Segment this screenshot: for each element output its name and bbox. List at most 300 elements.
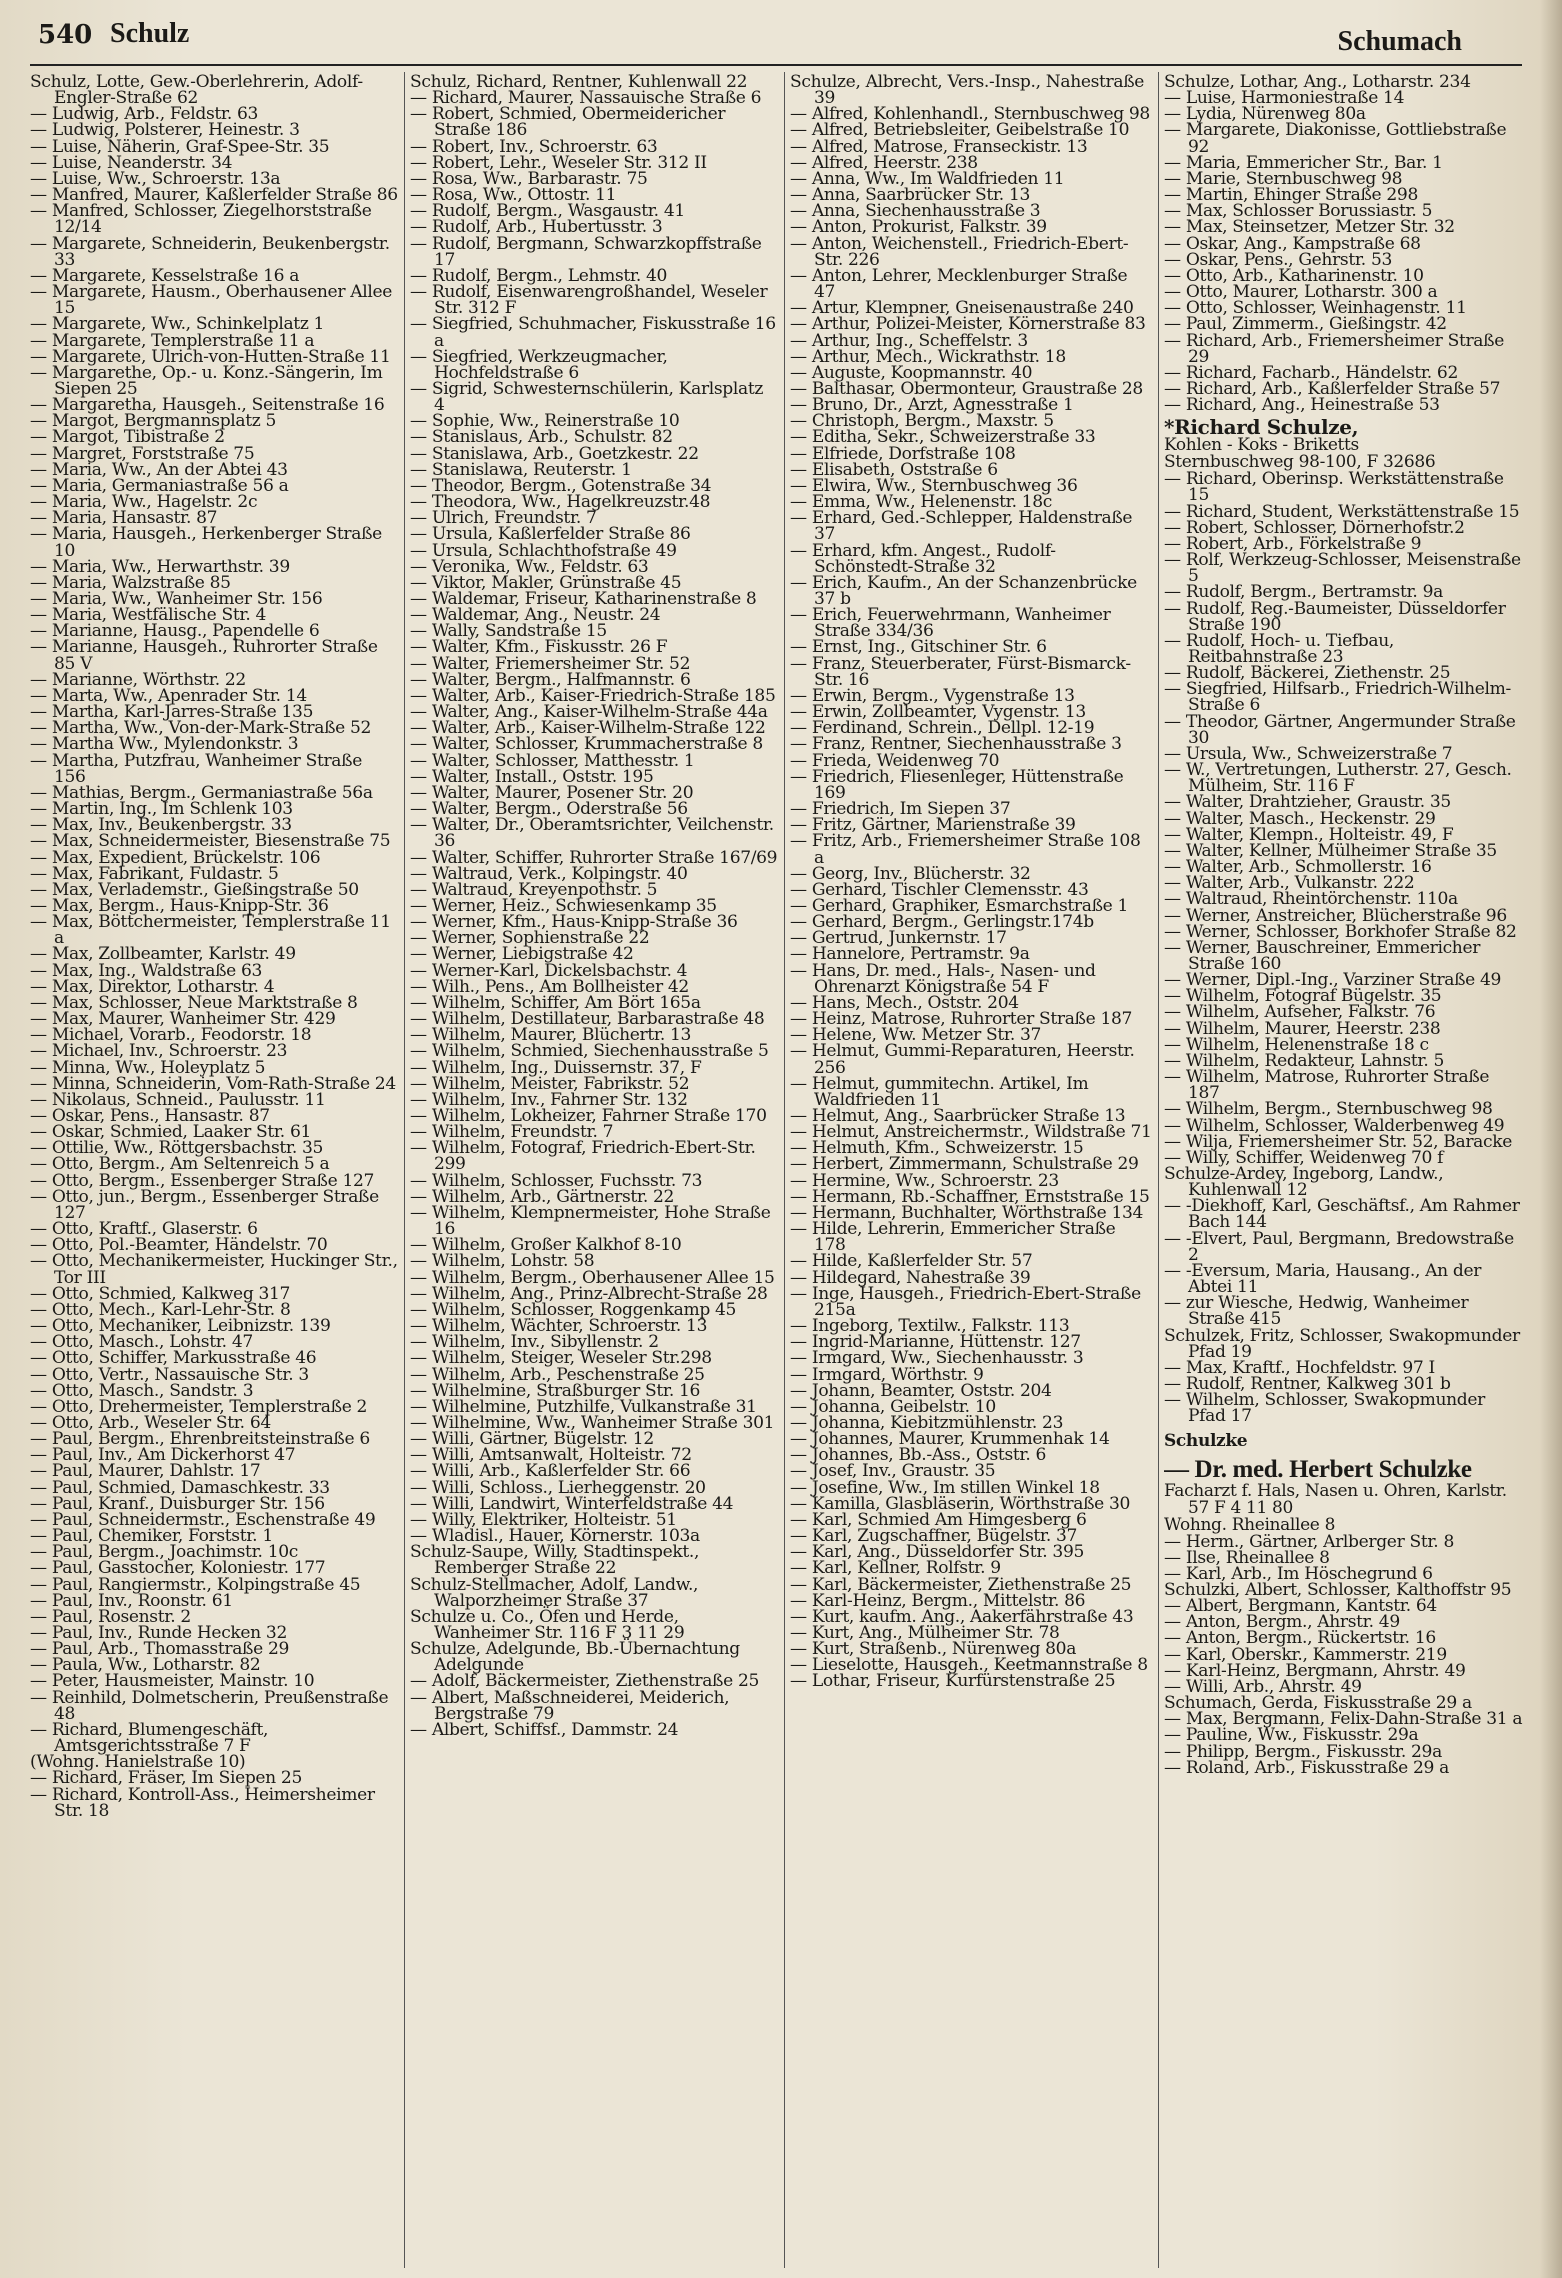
directory-entry: — Maria, Ww., An der Abtei 43	[30, 459, 288, 480]
directory-entry: — Franz, Rentner, Siechenhausstraße 3	[790, 734, 1122, 755]
directory-entry: — Max, Steinsetzer, Metzer Str. 32	[1164, 217, 1455, 238]
directory-entry: — Wally, Sandstraße 15	[410, 621, 607, 642]
directory-entry: — Erwin, Zollbeamter, Vygenstr. 13	[790, 702, 1086, 723]
directory-entry: — Albert, Schiffsf., Dammstr. 24	[410, 1719, 679, 1740]
directory-entry: — Siegfried, Werkzeugmacher, Hochfeldstraße 6	[410, 346, 668, 383]
directory-entry: — Willi, Arb., Ahrstr. 49	[1164, 1676, 1362, 1697]
directory-entry: — Helmuth, Kfm., Schweizerstr. 15	[790, 1138, 1084, 1159]
directory-entry: — Ottilie, Ww., Röttgersbachstr. 35	[30, 1138, 324, 1159]
directory-entry: — Luise, Harmoniestraße 14	[1164, 88, 1405, 109]
directory-entry: — Ursula, Ww., Schweizerstraße 7	[1164, 743, 1453, 764]
directory-entry: — Theodor, Bergm., Gotenstraße 34	[410, 475, 712, 496]
directory-entry: — Martin, Ing., Im Schlenk 103	[30, 799, 293, 820]
directory-entry: — Otto, Arb., Katharinenstr. 10	[1164, 265, 1424, 286]
directory-entry: — Anton, Weichenstell., Friedrich-Ebert-Str. 226	[790, 233, 1129, 270]
directory-entry: — Wilhelm, Arb., Peschenstraße 25	[410, 1364, 705, 1385]
directory-entry: — Arthur, Mech., Wickrathstr. 18	[790, 346, 1066, 367]
directory-entry: — Wilhelm, Destillateur, Barbarastraße 48	[410, 1009, 765, 1030]
directory-entry: — Kurt, Ang., Mülheimer Str. 78	[790, 1623, 1060, 1643]
directory-entry: — Karl-Heinz, Bergmann, Ahrstr. 49	[1164, 1660, 1466, 1681]
directory-entry: — -Diekhoff, Karl, Geschäftsf., Am Rahmer Bach 144	[1164, 1196, 1520, 1233]
directory-entry: — Wilhelm, Matrose, Ruhrorter Straße 187	[1164, 1067, 1490, 1104]
directory-entry: — Otto, Schlosser, Weinhagenstr. 11	[1164, 298, 1467, 319]
directory-entry: — Max, Fabrikant, Fuldastr. 5	[30, 863, 279, 884]
directory-entry: — Kurt, Straßenb., Nürenweg 80a	[790, 1639, 1077, 1660]
directory-entry: — Karl, Schmied Am Himgesberg 6	[790, 1509, 1087, 1530]
directory-entry: — Waldemar, Friseur, Katharinenstraße 8	[410, 589, 757, 609]
directory-entry: — Margarete, Hausm., Oberhausener Allee 15	[30, 282, 392, 319]
directory-entry: — Alfred, Heerstr. 238	[790, 152, 978, 173]
directory-entry: — Helmut, gummitechn. Artikel, Im Waldfrieden 11	[790, 1073, 1089, 1110]
directory-entry: — Hans, Mech., Oststr. 204	[790, 992, 1019, 1013]
directory-entry: — Otto, Kraftf., Glaserstr. 6	[30, 1219, 258, 1240]
directory-entry: — Max, Schlosser Borussiastr. 5	[1164, 201, 1433, 222]
directory-entry: — Ludwig, Polsterer, Heinestr. 3	[30, 120, 300, 141]
directory-entry: — Rudolf, Bäckerei, Ziethenstr. 25	[1164, 663, 1451, 684]
directory-entry: — Artur, Klempner, Gneisenaustraße 240	[790, 298, 1134, 319]
directory-entry: — Wilhelm, Schlosser, Walderbenweg 49	[1164, 1115, 1505, 1136]
directory-entry: — Willi, Gärtner, Bügelstr. 12	[410, 1429, 654, 1450]
directory-entry: — Gertrud, Junkernstr. 17	[790, 928, 1007, 949]
directory-entry: — Willi, Landwirt, Winterfeldstraße 44	[410, 1493, 734, 1514]
directory-entry: — Richard, Maurer, Nassauische Straße 6	[410, 88, 762, 109]
directory-entry: — Paul, Schneidermstr., Eschenstraße 49	[30, 1509, 376, 1530]
directory-entry: — Paul, Inv., Am Dickerhorst 47	[30, 1445, 296, 1466]
directory-entry: — Stanislawa, Reuterstr. 1	[410, 459, 632, 480]
directory-entry: — Wilhelm, Klempnermeister, Hohe Straße 16	[410, 1202, 771, 1240]
directory-entry: — Max, Schneidermeister, Biesenstraße 75	[30, 831, 391, 852]
directory-entry: — Otto, Maurer, Lotharstr. 300 a	[1164, 282, 1438, 303]
directory-entry: — Emma, Ww., Helenenstr. 18c	[790, 492, 1053, 513]
directory-entry: — Wilhelmine, Ww., Wanheimer Straße 301	[410, 1412, 775, 1433]
directory-entry: — Elfriede, Dorfstraße 108	[790, 443, 1016, 464]
directory-entry: — Werner, Schlosser, Borkhofer Straße 82	[1164, 921, 1517, 942]
directory-entry: — Ferdinand, Schrein., Dellpl. 12-19	[790, 718, 1095, 739]
directory-entry: — Marianne, Hausgeh., Ruhrorter Straße 85 V	[30, 637, 378, 674]
directory-entry: — Willy, Schiffer, Weidenweg 70 f	[1164, 1147, 1444, 1168]
directory-entry: — Martha, Putzfrau, Wanheimer Straße 156	[30, 750, 362, 787]
directory-entry: — Margot, Bergmannsplatz 5	[30, 411, 277, 432]
directory-entry: — Richard, Kontroll-Ass., Heimersheimer Str. 18	[30, 1784, 375, 1821]
directory-entry: — Lydia, Nürenweg 80a	[1164, 104, 1366, 125]
directory-entry: — Kamilla, Glasbläserin, Wörthstraße 30	[790, 1493, 1131, 1514]
directory-entry: — Roland, Arb., Fiskusstraße 29 a	[1164, 1757, 1449, 1778]
directory-entry: — Walter, Schlosser, Krummacherstraße 8	[410, 734, 763, 755]
directory-entry: — Otto, Vertr., Nassauische Str. 3	[30, 1364, 309, 1385]
directory-entry: — Margarethe, Op.- u. Konz.-Sängerin, Im Siepen 25	[30, 362, 383, 399]
directory-entry: — Hildegard, Nahestraße 39	[790, 1267, 1031, 1288]
directory-entry: — Otto, jun., Bergm., Essenberger Straße 127	[30, 1186, 379, 1223]
directory-entry: — Anna, Saarbrücker Str. 13	[790, 185, 1031, 206]
directory-entry: — Hannelore, Pertramstr. 9a	[790, 944, 1030, 965]
directory-entry: — Hans, Dr. med., Hals-, Nasen- und Ohrenarzt Königstraße 54 F	[790, 960, 1096, 997]
directory-entry: — Otto, Masch., Lohstr. 47	[30, 1332, 253, 1353]
directory-entry: — Luise, Ww., Schroerstr. 13a	[30, 168, 281, 189]
directory-entry: — Otto, Schmied, Kalkweg 317	[30, 1283, 291, 1304]
directory-entry: — Ursula, Schlachthofstraße 49	[410, 540, 677, 561]
directory-entry: — Alfred, Betriebsleiter, Geibelstraße 10	[790, 120, 1130, 141]
directory-entry: — Margarete, Schneiderin, Beukenbergstr. 33	[30, 233, 390, 270]
directory-entry: — Wilhelm, Ing., Duissernstr. 37, F	[410, 1057, 702, 1078]
directory-entry: — Max, Bergm., Haus-Knipp-Str. 36	[30, 895, 329, 916]
directory-entry: — Paul, Inv., Roonstr. 61	[30, 1590, 233, 1611]
directory-entry: — Margot, Tibistraße 2	[30, 427, 225, 448]
directory-entry: Schulz-Stellmacher, Adolf, Landw., Walporzheimer Straße 37	[410, 1574, 699, 1611]
directory-entry: — Manfred, Schlosser, Ziegelhorststraße 12/14	[30, 201, 372, 238]
directory-entry: — Irmgard, Ww., Siechenhausstr. 3	[790, 1348, 1084, 1369]
directory-entry: — Maria, Ww., Herwarthstr. 39	[30, 556, 290, 577]
directory-entry: — Wilhelm, Maurer, Heerstr. 238	[1164, 1018, 1441, 1039]
directory-entry: — Karl, Ang., Düsseldorfer Str. 395	[790, 1542, 1085, 1563]
directory-advert-line: Kohlen - Koks - Briketts	[1164, 435, 1359, 456]
directory-entry: — Veronika, Ww., Feldstr. 63	[410, 556, 649, 577]
directory-entry: Schulz, Lotte, Gew.-Oberlehrerin, Adolf-Engler-Straße 62	[30, 74, 363, 109]
directory-entry: — Erich, Kaufm., An der Schanzenbrücke 37 b	[790, 572, 1137, 609]
directory-entry: — Inge, Hausgeh., Friedrich-Ebert-Straße 215a	[790, 1283, 1141, 1320]
directory-entry: — Waltraud, Kreyenpothstr. 5	[410, 879, 658, 900]
directory-entry: — Walter, Bergm., Oderstraße 56	[410, 799, 688, 820]
directory-entry: — Werner, Sophienstraße 22	[410, 928, 650, 949]
directory-entry: — Max, Kraftf., Hochfeldstr. 97 I	[1164, 1357, 1435, 1378]
directory-entry: — Walter, Kellner, Mülheimer Straße 35	[1164, 840, 1497, 861]
directory-advert-line: Facharzt f. Hals, Nasen u. Ohren, Karlstr. 57 F 4 11 80	[1164, 1480, 1507, 1518]
directory-entry: Schumach, Gerda, Fiskusstraße 29 a	[1164, 1693, 1472, 1714]
directory-entry: — Gerhard, Graphiker, Esmarchstraße 1	[790, 895, 1129, 916]
directory-entry: — Otto, Arb., Weseler Str. 64	[30, 1412, 271, 1433]
directory-entry: — Max, Expedient, Brückelstr. 106	[30, 847, 321, 868]
directory-entry: — Erich, Feuerwehrmann, Wanheimer Straße 334/36	[790, 605, 1111, 642]
directory-entry: — Ingeborg, Textilw., Falkstr. 113	[790, 1316, 1070, 1337]
directory-entry: — Max, Inv., Beukenbergstr. 33	[30, 815, 292, 836]
directory-entry: — Paul, Schmied, Damaschkestr. 33	[30, 1477, 330, 1498]
directory-entry: — Albert, Maßschneiderei, Meiderich, Bergstraße 79	[410, 1687, 730, 1724]
directory-entry: — Martha, Ww., Von-der-Mark-Straße 52	[30, 718, 372, 739]
directory-entry: — Paul, Bergm., Joachimstr. 10c	[30, 1542, 298, 1563]
directory-entry: — Frieda, Weidenweg 70	[790, 750, 1000, 771]
directory-entry: — Max, Zollbeamter, Karlstr. 49	[30, 944, 296, 965]
directory-entry: — Christoph, Bergm., Maxstr. 5	[790, 411, 1054, 432]
directory-entry: — Wilhelm, Lokheizer, Fahrner Straße 170	[410, 1106, 767, 1126]
directory-entry: Schulzki, Albert, Schlosser, Kalthoffstr 95	[1164, 1579, 1512, 1600]
directory-entry: — Paul, Gasstocher, Koloniestr. 177	[30, 1558, 326, 1579]
directory-entry: — Wilhelm, Schlosser, Fuchsstr. 73	[410, 1170, 703, 1191]
directory-entry: — Maria, Ww., Wanheimer Str. 156	[30, 589, 323, 609]
directory-entry: — Erhard, kfm. Angest., Rudolf-Schönstedt-Straße 32	[790, 540, 1056, 577]
directory-entry: — Marie, Sternbuschweg 98	[1164, 168, 1403, 189]
directory-entry: — Oskar, Pens., Hansastr. 87	[30, 1106, 270, 1126]
directory-entry: — Walter, Install., Oststr. 195	[410, 766, 654, 787]
directory-entry: — Walter, Arb., Vulkanstr. 222	[1164, 873, 1415, 894]
directory-entry: — Werner, Heiz., Schwiesenkamp 35	[410, 895, 717, 916]
directory-entry: — Maria, Westfälische Str. 4	[30, 605, 267, 626]
directory-entry: — Hilde, Lehrerin, Emmericher Straße 178	[790, 1219, 1116, 1256]
directory-entry: — Michael, Vorarb., Feodorstr. 18	[30, 1025, 312, 1046]
directory-entry: — Margarete, Templerstraße 11 a	[30, 330, 315, 351]
directory-entry: — Helmut, Gummi-Reparaturen, Heerstr. 256	[790, 1041, 1135, 1078]
directory-entry: — Oskar, Schmied, Laaker Str. 61	[30, 1122, 312, 1143]
directory-entry: — Maria, Hausgeh., Herkenberger Straße 10	[30, 524, 382, 561]
directory-entry: — Margaretha, Hausgeh., Seitenstraße 16	[30, 395, 385, 416]
directory-advert-line: — Dr. med. Herbert Schulzke	[1164, 1455, 1472, 1483]
directory-entry: — Martha, Karl-Jarres-Straße 135	[30, 702, 314, 723]
directory-entry: Schulze u. Co., Öfen und Herde, Wanheimer Str. 116 F 3 11 29	[410, 1606, 685, 1643]
directory-advert-line: *Richard Schulze,	[1164, 415, 1359, 440]
column-4	[1164, 74, 1524, 2269]
directory-entry: — Josefine, Ww., Im stillen Winkel 18	[790, 1477, 1100, 1498]
directory-entry: — Rudolf, Hoch- u. Tiefbau, Reitbahnstraße 23	[1164, 630, 1394, 667]
directory-entry: — Helmut, Anstreichermstr., Wildstraße 71	[790, 1122, 1152, 1143]
directory-entry: — Wilhelm, Wächter, Schroerstr. 13	[410, 1316, 708, 1337]
directory-entry: — Max, Maurer, Wanheimer Str. 429	[30, 1009, 336, 1030]
directory-entry: — Wilhelm, Arb., Gärtnerstr. 22	[410, 1186, 675, 1207]
directory-entry: — Walter, Dr., Oberamtsrichter, Veilchenstr. 36	[410, 815, 774, 852]
directory-entry: — Paul, Rosenstr. 2	[30, 1606, 191, 1627]
directory-entry: — Otto, Mechanikermeister, Huckinger Str., Tor III	[30, 1251, 398, 1288]
directory-entry: — Irmgard, Wörthstr. 9	[790, 1364, 984, 1385]
directory-entry: — Philipp, Bergm., Fiskusstr. 29a	[1164, 1741, 1442, 1762]
directory-entry: — Herm., Gärtner, Arlberger Str. 8	[1164, 1531, 1454, 1552]
directory-entry: — Otto, Bergm., Essenberger Straße 127	[30, 1170, 375, 1191]
directory-entry: — Walter, Drahtzieher, Graustr. 35	[1164, 792, 1451, 813]
directory-entry: — Ingrid-Marianne, Hüttenstr. 127	[790, 1332, 1081, 1353]
directory-entry: — Walter, Maurer, Posener Str. 20	[410, 782, 694, 803]
directory-entry: Schulze, Albrecht, Vers.-Insp., Nahestraße 39	[790, 74, 1145, 109]
directory-entry: — Helmut, Ang., Saarbrücker Straße 13	[790, 1106, 1126, 1126]
directory-entry: — Walter, Arb., Kaiser-Friedrich-Straße 185	[410, 685, 776, 706]
directory-entry: — Werner, Kfm., Haus-Knipp-Straße 36	[410, 912, 738, 933]
directory-entry: — Siegfried, Hilfsarb., Friedrich-Wilhelm-Straße 6	[1164, 679, 1511, 716]
column-divider	[784, 72, 785, 2268]
directory-entry: — Rudolf, Bergm., Bertramstr. 9a	[1164, 582, 1443, 603]
directory-entry: — Werner, Bauschreiner, Emmericher Straße 160	[1164, 937, 1481, 974]
directory-entry: — Friedrich, Im Siepen 37	[790, 799, 1011, 820]
directory-entry: — Wilh., Pens., Am Bollheister 42	[410, 976, 689, 997]
directory-entry: — Rudolf, Eisenwarengroßhandel, Weseler Str. 312 F	[410, 282, 768, 319]
directory-entry: — Max, Bergmann, Felix-Dahn-Straße 31 a	[1164, 1709, 1523, 1730]
directory-entry: — Paul, Maurer, Dahlstr. 17	[30, 1461, 261, 1482]
directory-entry: — Margarete, Diakonisse, Gottliebstraße 92	[1164, 120, 1507, 157]
directory-entry: — Michael, Inv., Schroerstr. 23	[30, 1041, 288, 1062]
directory-entry: — Kurt, kaufm. Ang., Aakerfährstraße 43	[790, 1606, 1134, 1627]
directory-entry: — Karl, Zugschaffner, Bügelstr. 37	[790, 1526, 1078, 1547]
directory-entry: — Oskar, Ang., Kampstraße 68	[1164, 233, 1421, 254]
page-number: 540	[38, 20, 93, 50]
directory-entry: — Richard, Blumengeschäft, Amtsgerichtsstraße 7 F	[30, 1719, 269, 1757]
directory-entry: — Richard, Facharb., Händelstr. 62	[1164, 362, 1458, 383]
directory-entry: — Helene, Ww. Metzer Str. 37	[790, 1025, 1042, 1046]
directory-entry: — Wilhelmine, Straßburger Str. 16	[410, 1380, 701, 1401]
directory-entry: — Arthur, Polizei-Meister, Körnerstraße 83	[790, 314, 1146, 335]
directory-entry: — Wilhelm, Maurer, Blüchertr. 13	[410, 1025, 692, 1046]
directory-entry: — Hermann, Rb.-Schaffner, Ernststraße 15	[790, 1186, 1150, 1207]
directory-entry: — Paul, Inv., Runde Hecken 32	[30, 1623, 287, 1643]
directory-entry: — Nikolaus, Schneid., Paulusstr. 11	[30, 1089, 326, 1110]
directory-entry: — Richard, Student, Werkstättenstraße 15	[1164, 501, 1520, 522]
directory-entry: — Wilhelm, Inv., Fahrner Str. 132	[410, 1089, 688, 1110]
directory-entry: — Walter, Schiffer, Ruhrorter Straße 167/69	[410, 847, 778, 868]
directory-entry: — Hermann, Buchhalter, Wörthstraße 134	[790, 1202, 1144, 1223]
directory-entry: — Auguste, Koopmannstr. 40	[790, 362, 1033, 383]
directory-entry: — Wilhelm, Aufseher, Falkstr. 76	[1164, 1002, 1436, 1023]
directory-entry: — Wilhelm, Inv., Sibyllenstr. 2	[410, 1332, 659, 1353]
directory-entry: — Karl, Oberskr., Kammerstr. 219	[1164, 1644, 1447, 1665]
directory-entry: — Paul, Kranf., Duisburger Str. 156	[30, 1493, 325, 1514]
directory-entry: — Paul, Bergm., Ehrenbreitsteinstraße 6	[30, 1429, 370, 1450]
directory-entry: — Wilhelm, Bergm., Sternbuschweg 98	[1164, 1099, 1493, 1120]
directory-entry: — Wilhelm, Schlosser, Roggenkamp 45	[410, 1299, 737, 1320]
directory-entry: — Rudolf, Arb., Hubertusstr. 3	[410, 217, 663, 238]
directory-entry: — Siegfried, Schuhmacher, Fiskusstraße 16 a	[410, 314, 776, 351]
directory-entry: — Ernst, Ing., Gitschiner Str. 6	[790, 637, 1047, 658]
directory-entry: — Karl, Kellner, Rolfstr. 9	[790, 1558, 1001, 1579]
header-right-name: Schumach	[1337, 26, 1462, 57]
directory-entry: — Rudolf, Bergm., Wasgaustr. 41	[410, 201, 685, 222]
directory-entry: — Pauline, Ww., Fiskusstr. 29a	[1164, 1725, 1419, 1746]
directory-entry: (Wohng. Hanielstraße 10)	[30, 1752, 246, 1773]
directory-entry: — Martin, Ehinger Straße 298	[1164, 185, 1418, 206]
directory-entry: — Fritz, Arb., Friemersheimer Straße 108 a	[790, 831, 1141, 868]
directory-entry: — Paul, Chemiker, Forststr. 1	[30, 1526, 273, 1547]
directory-entry: — Richard, Fräser, Im Siepen 25	[30, 1768, 302, 1789]
directory-entry: Schulze-Ardey, Ingeborg, Landw., Kuhlenwall 12	[1164, 1164, 1444, 1201]
directory-entry: — Ursula, Kaßlerfelder Straße 86	[410, 524, 691, 545]
directory-entry: — Maria, Emmericher Str., Bar. 1	[1164, 152, 1443, 173]
directory-entry: — Martha Ww., Mylendonkstr. 3	[30, 734, 299, 755]
directory-entry: — Otto, Schiffer, Markusstraße 46	[30, 1348, 317, 1369]
directory-entry: — Wilja, Friemersheimer Str. 52, Baracke	[1164, 1131, 1513, 1152]
directory-entry: — Paula, Ww., Lotharstr. 82	[30, 1655, 261, 1676]
directory-entry: — Robert, Lehr., Weseler Str. 312 II	[410, 152, 707, 173]
directory-entry: — Maria, Germaniastraße 56 a	[30, 475, 289, 496]
page-edge-shadow	[1540, 0, 1562, 2278]
directory-entry: — Robert, Schmied, Obermeidericher Straße 186	[410, 104, 726, 141]
directory-entry: Schulz-Saupe, Willy, Stadtinspekt., Remberger Straße 22	[410, 1542, 700, 1579]
directory-entry: — Mathias, Bergm., Germaniastraße 56a	[30, 782, 373, 803]
directory-entry: — Reinhild, Dolmetscherin, Preußenstraße 48	[30, 1687, 389, 1724]
directory-entry: — W., Vertretungen, Lutherstr. 27, Gesch. Mülheim, Str. 116 F	[1164, 760, 1512, 797]
directory-entry: — Balthasar, Obermonteur, Graustraße 28	[790, 378, 1143, 399]
directory-entry: — Margarete, Ww., Schinkelplatz 1	[30, 314, 325, 335]
directory-entry: — Margret, Forststraße 75	[30, 443, 255, 464]
directory-entry: — Wilhelmine, Putzhilfe, Vulkanstraße 31	[410, 1396, 757, 1417]
directory-entry: — Margarete, Kesselstraße 16 a	[30, 265, 300, 286]
directory-entry: — Anna, Siechenhausstraße 3	[790, 201, 1041, 222]
directory-entry: — Luise, Neanderstr. 34	[30, 152, 233, 173]
directory-entry: — Minna, Schneiderin, Vom-Rath-Straße 24	[30, 1073, 396, 1094]
directory-entry: — Heinz, Matrose, Ruhrorter Straße 187	[790, 1009, 1133, 1030]
directory-entry: Schulz, Richard, Rentner, Kuhlenwall 22	[410, 74, 748, 92]
directory-entry: — Robert, Inv., Schroerstr. 63	[410, 136, 658, 157]
directory-entry: — Max, Ing., Waldstraße 63	[30, 960, 263, 981]
directory-entry: — Johanna, Geibelstr. 10	[790, 1396, 996, 1417]
directory-entry: — Wilhelm, Bergm., Oberhausener Allee 15	[410, 1267, 775, 1288]
directory-entry: — Werner, Liebigstraße 42	[410, 944, 634, 965]
column-3	[790, 74, 1152, 2269]
directory-entry: — Wilhelm, Meister, Fabrikstr. 52	[410, 1073, 690, 1094]
directory-entry: — Wilhelm, Steiger, Weseler Str.298	[410, 1348, 712, 1369]
directory-entry: — Paul, Zimmerm., Gießingstr. 42	[1164, 314, 1447, 335]
directory-entry: — Willi, Arb., Kaßlerfelder Str. 66	[410, 1461, 691, 1482]
directory-entry: — Hilde, Kaßlerfelder Str. 57	[790, 1251, 1033, 1272]
directory-entry: — Walter, Masch., Heckenstr. 29	[1164, 808, 1436, 829]
directory-entry: — Richard, Arb., Friemersheimer Straße 29	[1164, 330, 1504, 367]
directory-entry: — zur Wiesche, Hedwig, Wanheimer Straße 415	[1164, 1293, 1469, 1330]
directory-entry: — Lothar, Friseur, Kurfürstenstraße 25	[790, 1671, 1116, 1692]
directory-entry: — Rosa, Ww., Barbarastr. 75	[410, 168, 648, 189]
directory-entry: — Werner, Dipl.-Ing., Varziner Straße 49	[1164, 970, 1502, 991]
directory-entry: — Walter, Bergm., Halfmannstr. 6	[410, 669, 691, 690]
directory-entry: — Paul, Arb., Thomasstraße 29	[30, 1639, 290, 1660]
directory-entry: — Walter, Klempn., Holteistr. 49, F	[1164, 824, 1454, 845]
directory-entry: — Ilse, Rheinallee 8	[1164, 1547, 1330, 1568]
directory-entry: — Johanna, Kiebitzmühlenstr. 23	[790, 1412, 1064, 1433]
directory-entry: — Robert, Arb., Förkelstraße 9	[1164, 533, 1422, 554]
directory-entry: — Walter, Friemersheimer Str. 52	[410, 653, 691, 674]
directory-entry: — Franz, Steuerberater, Fürst-Bismarck-Str. 16	[790, 653, 1131, 690]
directory-entry: — Otto, Mech., Karl-Lehr-Str. 8	[30, 1299, 291, 1320]
directory-entry: — Viktor, Makler, Grünstraße 45	[410, 572, 682, 593]
directory-entry: — Alfred, Matrose, Franseckistr. 13	[790, 136, 1088, 157]
directory-entry: — Adolf, Bäckermeister, Ziethenstraße 25	[410, 1671, 760, 1692]
directory-entry: — Anna, Ww., Im Waldfrieden 11	[790, 168, 1065, 189]
directory-entry: — Otto, Drehermeister, Templerstraße 2	[30, 1396, 368, 1417]
directory-entry: — Johannes, Maurer, Krummenhak 14	[790, 1429, 1110, 1450]
directory-entry: — Paul, Rangiermstr., Kolpingstraße 45	[30, 1574, 361, 1595]
directory-entry: — Walter, Arb., Kaiser-Wilhelm-Straße 122	[410, 718, 766, 739]
directory-entry: — Walter, Arb., Schmollerstr. 16	[1164, 857, 1432, 878]
directory-entry: — Anton, Prokurist, Falkstr. 39	[790, 217, 1047, 238]
directory-entry: — Rudolf, Bergm., Lehmstr. 40	[410, 265, 668, 286]
directory-entry: — Otto, Masch., Sandstr. 3	[30, 1380, 254, 1401]
directory-entry: — Karl, Bäckermeister, Ziethenstraße 25	[790, 1574, 1132, 1595]
directory-entry: — Walter, Ang., Kaiser-Wilhelm-Straße 44a	[410, 702, 768, 723]
directory-entry: — Erhard, Ged.-Schlepper, Haldenstraße 37	[790, 508, 1133, 545]
directory-entry: — Stanislawa, Arb., Goetzkestr. 22	[410, 443, 699, 464]
directory-entry: — Wilhelm, Schiffer, Am Bört 165a	[410, 992, 701, 1013]
directory-entry: — Oskar, Pens., Gehrstr. 53	[1164, 249, 1393, 270]
directory-entry: — Werner, Anstreicher, Blücherstraße 96	[1164, 905, 1507, 926]
directory-entry: — Ludwig, Arb., Feldstr. 63	[30, 104, 259, 125]
directory-entry: — Waldemar, Ang., Neustr. 24	[410, 605, 661, 626]
directory-entry: — Sigrid, Schwesternschülerin, Karlsplatz 4	[410, 378, 764, 416]
directory-entry: — Hermine, Ww., Schroerstr. 23	[790, 1170, 1059, 1191]
directory-entry: — Friedrich, Fliesenleger, Hüttenstraße 169	[790, 766, 1124, 803]
directory-entry: — Sophie, Ww., Reinerstraße 10	[410, 411, 680, 432]
directory-entry: — Margarete, Ulrich-von-Hutten-Straße 11	[30, 346, 391, 367]
directory-entry: — Anton, Bergm., Ahrstr. 49	[1164, 1612, 1400, 1633]
directory-entry: — Rudolf, Rentner, Kalkweg 301 b	[1164, 1374, 1451, 1395]
directory-entry: — Wilhelm, Freundstr. 7	[410, 1122, 614, 1143]
directory-entry: — -Eversum, Maria, Hausang., An der Abtei 11	[1164, 1260, 1482, 1298]
directory-entry: — Richard, Oberinsp. Werkstättenstraße 15	[1164, 469, 1504, 506]
directory-entry: — Wladisl., Hauer, Körnerstr. 103a	[410, 1526, 700, 1547]
directory-advert-line: Wohng. Rheinallee 8	[1164, 1514, 1336, 1535]
directory-entry: — Richard, Arb., Kaßlerfelder Straße 57	[1164, 378, 1501, 399]
directory-entry: — Robert, Schlosser, Dörnerhofstr.2	[1164, 517, 1465, 538]
directory-entry: — Bruno, Dr., Arzt, Agnesstraße 1	[790, 395, 1074, 416]
directory-entry: — Max, Direktor, Lotharstr. 4	[30, 976, 275, 997]
directory-entry: — Willy, Elektriker, Holteistr. 51	[410, 1509, 677, 1530]
directory-entry: — Wilhelm, Lohstr. 58	[410, 1251, 595, 1272]
directory-entry: — Peter, Hausmeister, Mainstr. 10	[30, 1671, 315, 1692]
page-header	[30, 14, 1532, 64]
header-rule	[30, 64, 1522, 66]
column-2	[410, 74, 778, 2269]
directory-entry: — Manfred, Maurer, Kaßlerfelder Straße 86	[30, 185, 398, 206]
directory-entry: — Gerhard, Bergm., Gerlingstr.174b	[790, 912, 1094, 933]
directory-entry: — Willi, Schloss., Lierheggenstr. 20	[410, 1477, 706, 1498]
directory-entry: — Ulrich, Freundstr. 7	[410, 508, 597, 529]
